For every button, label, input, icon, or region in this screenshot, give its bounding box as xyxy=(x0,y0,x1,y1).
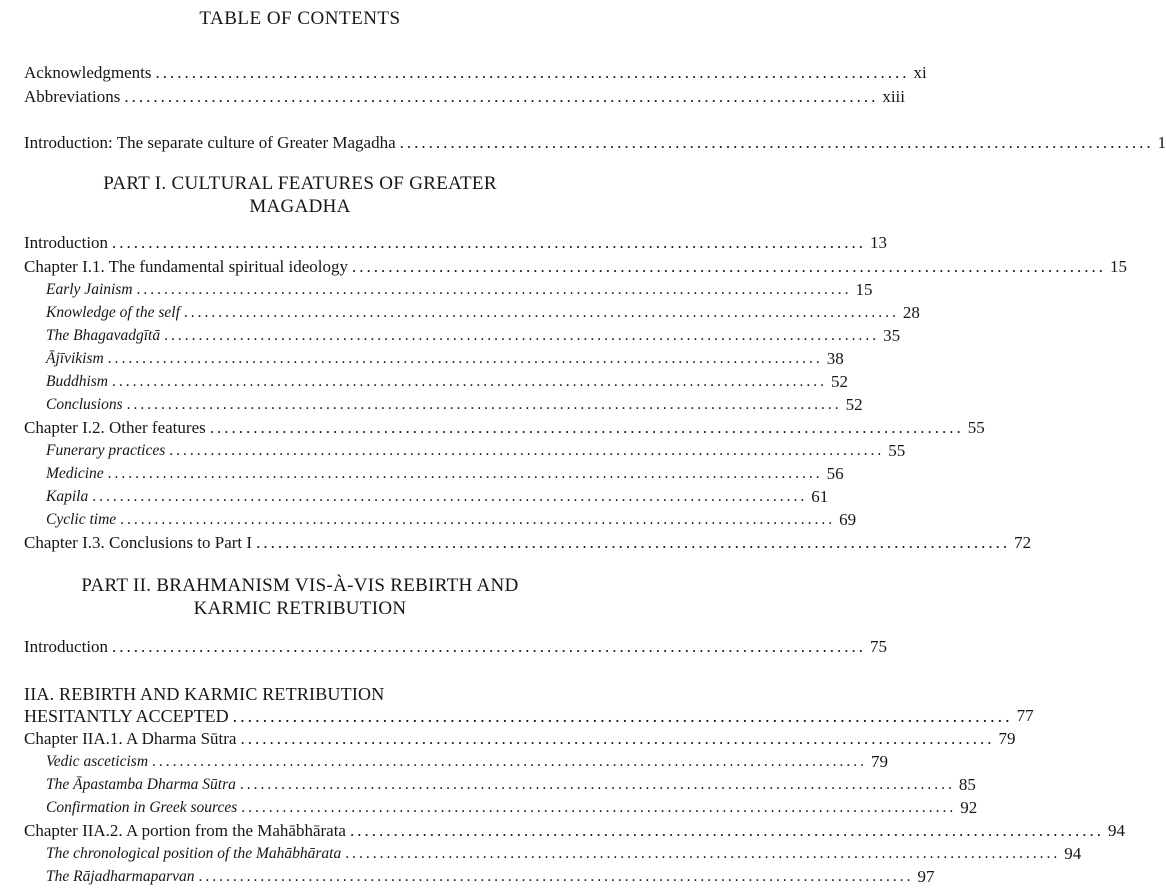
toc-subentry xyxy=(0,509,857,531)
toc-entry-page: xiii xyxy=(882,87,905,106)
dot-leader: ........................................................................................................ xyxy=(169,442,885,459)
toc-entry-page: 15 xyxy=(855,280,873,299)
toc-entry-title: Ājīvikism xyxy=(46,350,104,367)
dot-leader: ........................................................................................................ xyxy=(126,396,842,413)
toc-entry xyxy=(0,256,1128,278)
toc-entry-page: 94 xyxy=(1107,821,1125,840)
dot-leader: ........................................................................................................ xyxy=(399,133,1154,152)
toc-entry xyxy=(0,705,1034,727)
dot-leader: ........................................................................................................ xyxy=(152,753,868,770)
toc-entry-page: 55 xyxy=(967,418,985,437)
toc-entry-title: Buddhism xyxy=(46,373,108,390)
toc-entry-page: 79 xyxy=(871,752,889,771)
dot-leader: ........................................................................................................ xyxy=(120,511,836,528)
toc-entry-page: 79 xyxy=(998,729,1016,748)
toc-entry-page: 75 xyxy=(870,637,888,656)
toc-entry xyxy=(0,62,927,84)
dot-leader: ........................................................................................................ xyxy=(92,488,808,505)
toc-entry-page: 92 xyxy=(960,798,978,817)
part-heading-line: PART I. CULTURAL FEATURES OF GREATER xyxy=(103,173,497,194)
toc-entry xyxy=(0,636,888,658)
toc-entry-title: Early Jainism xyxy=(46,281,133,298)
toc-entry-title: The Āpastamba Dharma Sūtra xyxy=(46,776,236,793)
toc-entry xyxy=(0,417,985,439)
dot-leader: ........................................................................................................ xyxy=(107,350,823,367)
toc-entry-page: 52 xyxy=(845,395,863,414)
toc-entry xyxy=(0,86,905,108)
toc-subentry xyxy=(0,866,935,888)
toc-subentry xyxy=(0,440,906,462)
dot-leader: ........................................................................................................ xyxy=(112,637,867,656)
dot-leader: ........................................................................................................ xyxy=(164,327,880,344)
toc-entry-title: Introduction: The separate culture of Greater Magadha xyxy=(24,133,396,152)
section-heading-line: HESITANTLY ACCEPTED xyxy=(24,706,229,726)
toc-entry-page: 94 xyxy=(1064,844,1082,863)
dot-leader: ........................................................................................................ xyxy=(136,281,852,298)
toc-entry-page: 13 xyxy=(870,233,888,252)
toc-subentry xyxy=(0,371,848,393)
part-heading-line: KARMIC RETRIBUTION xyxy=(193,598,407,619)
part-heading xyxy=(0,574,600,620)
toc-entry-page: 61 xyxy=(811,487,829,506)
part-heading xyxy=(0,172,600,218)
toc-entry xyxy=(0,132,1166,154)
dot-leader: ........................................................................................................ xyxy=(155,63,910,82)
toc-entry-page: 1 xyxy=(1157,133,1166,152)
dot-leader: ........................................................................................................ xyxy=(107,465,823,482)
toc-entry-title: The chronological position of the Mahābhārata xyxy=(46,845,342,862)
toc-entry-page: 56 xyxy=(826,464,844,483)
dot-leader: ........................................................................................................ xyxy=(345,845,1061,862)
toc-entry-title: Cyclic time xyxy=(46,511,117,528)
toc-entry-title: Kapila xyxy=(46,488,89,505)
toc-entry-page: 15 xyxy=(1110,257,1128,276)
toc-entry-title: The Bhagavadgītā xyxy=(46,327,161,344)
toc-entry xyxy=(0,820,1125,842)
toc-entry-title: Chapter IIA.2. A portion from the Mahābhārata xyxy=(24,821,346,840)
dot-leader: ........................................................................................................ xyxy=(352,257,1107,276)
toc-entry-page: xi xyxy=(913,63,927,82)
toc-entry-page: 72 xyxy=(1014,533,1032,552)
dot-leader: ........................................................................................................ xyxy=(209,418,964,437)
toc-entry-page: 77 xyxy=(1016,706,1034,725)
dot-leader: ........................................................................................................ xyxy=(124,87,879,106)
toc-entry-title: Abbreviations xyxy=(24,87,121,106)
toc-entry-title: Funerary practices xyxy=(46,442,166,459)
dot-leader: ........................................................................................................ xyxy=(232,706,1013,726)
dot-leader: ........................................................................................................ xyxy=(256,533,1011,552)
toc-entry-title: Chapter I.2. Other features xyxy=(24,418,206,437)
toc-entry xyxy=(0,232,888,254)
toc-entry-title: The Rājadharmaparvan xyxy=(46,868,195,885)
toc-subentry xyxy=(0,774,976,796)
section-heading xyxy=(24,683,484,705)
toc-entry-page: 35 xyxy=(883,326,901,345)
toc-subentry xyxy=(0,302,920,324)
toc-subentry xyxy=(0,325,901,347)
dot-leader: ........................................................................................................ xyxy=(112,233,867,252)
dot-leader: ........................................................................................................ xyxy=(183,304,899,321)
toc-entry-title: Acknowledgments xyxy=(24,63,152,82)
toc-entry-title: Vedic asceticism xyxy=(46,753,149,770)
toc-entry-title: Chapter I.1. The fundamental spiritual ideology xyxy=(24,257,349,276)
dot-leader: ........................................................................................................ xyxy=(239,776,955,793)
section-heading-line: IIA. REBIRTH AND KARMIC RETRIBUTION xyxy=(24,684,385,704)
toc-subentry xyxy=(0,394,863,416)
dot-leader: ........................................................................................................ xyxy=(241,799,957,816)
toc-entry-title: Conclusions xyxy=(46,396,123,413)
toc-entry-page: 38 xyxy=(826,349,844,368)
toc-entry-page: 97 xyxy=(917,867,935,886)
toc-subentry xyxy=(0,797,978,819)
part-heading-line: PART II. BRAHMANISM VIS-À-VIS REBIRTH AND xyxy=(81,575,519,596)
toc-subentry xyxy=(0,348,844,370)
toc-entry-page: 69 xyxy=(839,510,857,529)
toc-subentry xyxy=(0,463,844,485)
dot-leader: ........................................................................................................ xyxy=(112,373,827,390)
toc-subentry xyxy=(0,751,889,773)
toc-entry-page: 55 xyxy=(888,441,906,460)
toc-subentry xyxy=(0,486,829,508)
toc-entry-page: 52 xyxy=(831,372,848,391)
toc-entry-title: Chapter I.3. Conclusions to Part I xyxy=(24,533,253,552)
dot-leader: ........................................................................................................ xyxy=(198,868,914,885)
part-heading-line: MAGADHA xyxy=(249,196,351,217)
toc-entry-page: 85 xyxy=(958,775,976,794)
toc-entry-title: Introduction xyxy=(24,637,109,656)
toc-entry-title: Confirmation in Greek sources xyxy=(46,799,238,816)
toc-entry xyxy=(0,532,1032,554)
dot-leader: ........................................................................................................ xyxy=(240,729,995,748)
toc-entry-title: Introduction xyxy=(24,233,109,252)
page-title: TABLE OF CONTENTS xyxy=(199,8,401,29)
toc-subentry xyxy=(0,843,1082,865)
dot-leader: ........................................................................................................ xyxy=(349,821,1104,840)
toc-entry-title: Knowledge of the self xyxy=(46,304,180,321)
toc-entry-title: Medicine xyxy=(46,465,104,482)
toc-subentry xyxy=(0,279,873,301)
toc-entry-title: Chapter IIA.1. A Dharma Sūtra xyxy=(24,729,237,748)
toc-entry xyxy=(0,728,1016,750)
toc-entry-page: 28 xyxy=(902,303,920,322)
